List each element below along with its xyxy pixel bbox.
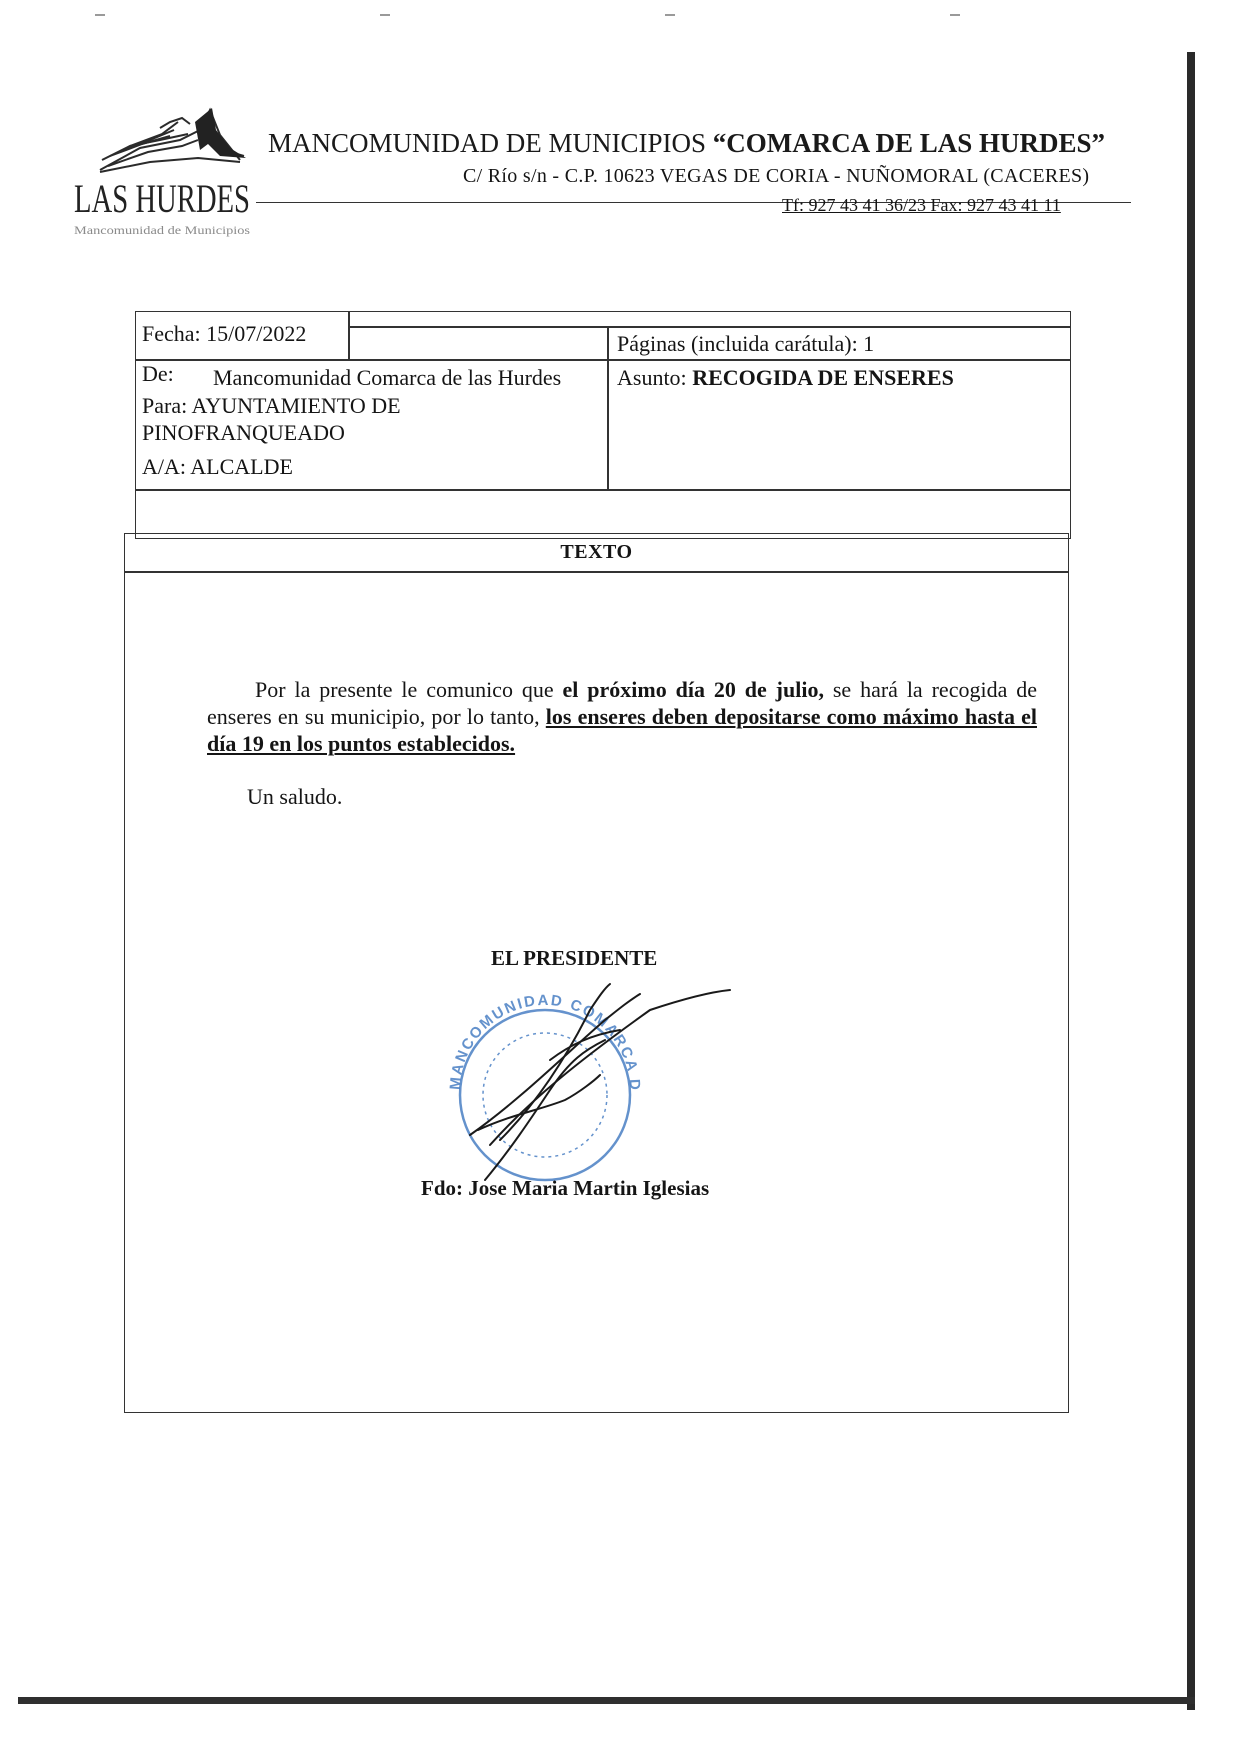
table-divider xyxy=(607,326,609,489)
table-divider xyxy=(348,311,350,359)
organization-address: C/ Río s/n - C.P. 10623 VEGAS DE CORIA - NUÑOMORAL (CACERES) xyxy=(463,165,1090,187)
table-divider xyxy=(348,326,1071,328)
de-label: De: xyxy=(142,361,174,386)
svg-text:Mancomunidad de Municipios: Mancomunidad de Municipios xyxy=(74,223,251,237)
asunto-field: Asunto: RECOGIDA DE ENSERES xyxy=(617,365,954,390)
para-field-line1: Para: AYUNTAMIENTO DE xyxy=(142,393,401,418)
paginas-field: Páginas (incluida carátula): 1 xyxy=(617,331,875,356)
table-divider xyxy=(135,489,1071,491)
scan-mark xyxy=(380,14,390,16)
organization-name: MANCOMUNIDAD DE MUNICIPIOS “COMARCA DE LAS HURDES” xyxy=(268,128,1106,158)
aa-field: A/A: ALCALDE xyxy=(142,454,293,479)
table-divider xyxy=(135,359,1071,361)
section-title: TEXTO xyxy=(560,541,633,563)
section-rule xyxy=(124,571,1069,573)
message-box xyxy=(124,533,1069,1413)
organization-contact: Tf: 927 43 41 36/23 Fax: 927 43 41 11 xyxy=(782,195,1061,215)
signature-line: Fdo: Jose Maria Martin Iglesias xyxy=(421,1176,710,1200)
scan-edge-right xyxy=(1187,52,1195,1710)
svg-text:LAS HURDES: LAS HURDES xyxy=(74,176,250,221)
de-value: Mancomunidad Comarca de las Hurdes xyxy=(213,365,562,390)
svg-text:MANCOMUNIDAD COMARCA DE LAS HU: MANCOMUNIDAD COMARCA D xyxy=(446,991,644,1093)
signer-title: EL PRESIDENTE xyxy=(491,946,658,970)
official-stamp-and-signature xyxy=(430,980,740,1200)
fecha-field: Fecha: 15/07/2022 xyxy=(142,321,307,346)
scan-mark xyxy=(665,14,675,16)
para-field-line2: PINOFRANQUEADO xyxy=(142,420,345,445)
scan-mark xyxy=(950,14,960,16)
greeting: Un saludo. xyxy=(247,784,343,809)
organization-logo xyxy=(70,100,260,240)
scan-edge-bottom xyxy=(18,1697,1195,1704)
scan-mark xyxy=(95,14,105,16)
message-paragraph: Por la presente le comunico que el próximo día 20 de julio, se hará la recogida de enseres en su municipio, por lo tanto, los enseres deben depositarse como máximo hasta el día 19 en los puntos establecidos. xyxy=(207,677,1037,756)
